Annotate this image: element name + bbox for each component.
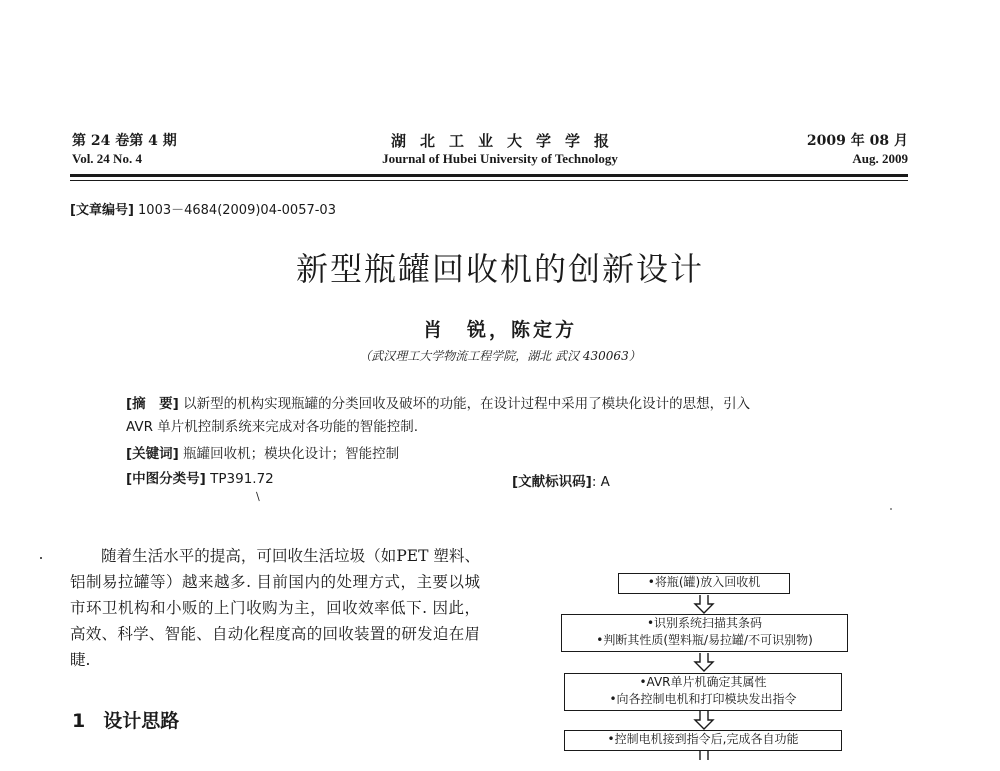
article-number-value: 1003－4684(2009)04-0057-03 <box>133 203 336 218</box>
paper-title: 新型瓶罐回收机的创新设计 <box>295 250 704 288</box>
volume-issue-cn: 第 24 卷第 4 期 <box>72 133 177 149</box>
flow-arrow-4 <box>693 751 715 771</box>
article-number-label: [文章编号] <box>70 203 134 218</box>
flow-step-identify-text-2: •判断其性质(塑料瓶/易拉罐/不可识别物) <box>596 633 813 648</box>
section-heading <box>72 706 179 733</box>
volume-issue-en: Vol. 24 No. 4 <box>72 151 142 166</box>
journal-name-en: Journal of Hubei University of Technology <box>382 151 618 166</box>
intro-paragraph <box>70 543 480 673</box>
flow-arrow-2 <box>693 653 715 673</box>
classification-value: TP391.72 <box>205 471 274 487</box>
flow-arrow-1 <box>693 595 715 615</box>
abstract-line-1 <box>126 395 886 414</box>
article-number <box>70 199 336 218</box>
flow-step-insert-text: •将瓶(罐)放入回收机 <box>647 575 761 589</box>
flow-arrow-3 <box>693 711 715 731</box>
flow-step-execute <box>564 730 842 751</box>
header-rule-thick <box>70 174 908 177</box>
flow-step-control-text-2: •向各控制电机和打印模块发出指令 <box>609 692 797 707</box>
abstract-line-2: AVR 单片机控制系统来完成对各功能的智能控制. <box>126 419 419 435</box>
issue-date-cn: 2009 年 08 月 <box>806 133 908 149</box>
issue-date-en: Aug. 2009 <box>852 151 908 166</box>
flow-step-control-text-1: •AVR单片机确定其属性 <box>639 675 767 689</box>
author-affiliation: （武汉理工大学物流工程学院，湖北 武汉 430063） <box>359 349 641 363</box>
document-code-label: [文献标识码] <box>512 474 592 490</box>
section-number: 1 <box>72 710 86 732</box>
intro-paragraph-text: 随着生活水平的提高，可回收生活垃圾（如PET 塑料、铝制易拉罐等）越来越多. 目前国内的处理方式，主要以城市环卫机构和小贩的上门收购为主，回收效率低下. 因此，高效、科学、智能、自动化程度高的回收装置的研发迫在眉睫. <box>70 547 480 670</box>
document-code-value: : A <box>591 474 610 490</box>
header-rule-thin <box>70 180 908 181</box>
abstract-text-1: 以新型的机构实现瓶罐的分类回收及破坏的功能，在设计过程中采用了模块化设计的思想，引入 <box>178 396 751 412</box>
document-code <box>512 470 610 490</box>
flow-step-execute-text: •控制电机接到指令后,完成各自功能 <box>607 732 799 746</box>
keywords <box>126 445 886 464</box>
keywords-value: 瓶罐回收机；模块化设计；智能控制 <box>178 446 400 462</box>
section-title: 设计思路 <box>103 710 180 732</box>
abstract-label: [摘 要] <box>126 396 179 412</box>
pen-tick-mark: / <box>252 490 264 503</box>
keywords-label: [关键词] <box>126 446 179 462</box>
paper-authors: 肖 锐，陈定方 <box>422 319 577 341</box>
classification-number <box>126 470 466 489</box>
flow-step-identify <box>561 614 848 652</box>
journal-name-cn: 湖北工业大学学报 <box>390 132 623 150</box>
classification-label: [中图分类号] <box>126 471 206 487</box>
scan-speck-2 <box>890 508 892 510</box>
scan-speck <box>40 557 42 559</box>
flow-step-insert <box>618 573 790 594</box>
flow-step-identify-text-1: •识别系统扫描其条码 <box>646 616 763 630</box>
flow-step-control <box>564 673 842 711</box>
